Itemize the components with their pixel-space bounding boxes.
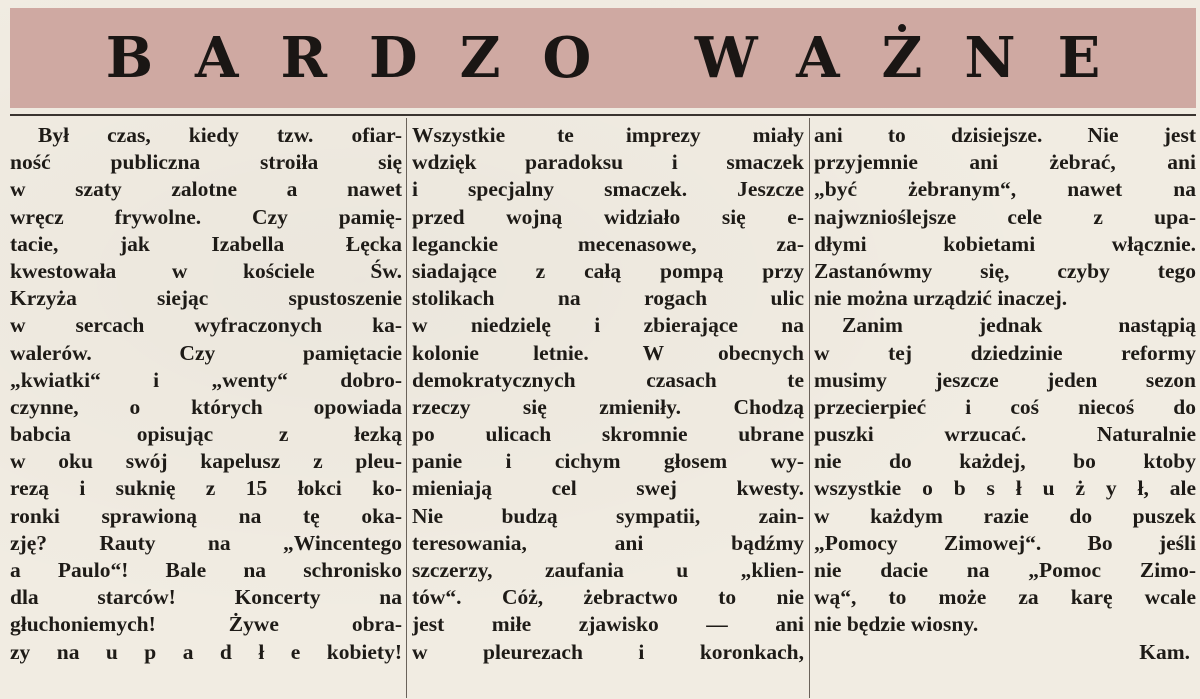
text-line: w niedzielę i zbierające na <box>412 313 804 338</box>
text-line: dłymi kobietami włącznie. <box>814 231 1196 256</box>
text-line: rezą i suknię z 15 łokci ko- <box>10 476 402 501</box>
text-line: Krzyża siejąc spustoszenie <box>10 286 402 311</box>
text-line: zy na u p a d ł e kobiety! <box>10 639 402 664</box>
text-line: głuchoniemych! Żywe obra- <box>10 612 402 637</box>
text-line: stolikach na rogach ulic <box>412 286 804 311</box>
headline: BARDZO WAŻNE <box>105 25 1143 91</box>
text-line: ronki sprawioną na tę oka- <box>10 503 402 528</box>
text-line: a Paulo“! Bale na schronisko <box>10 558 402 582</box>
text-line: w sercach wyfraczonych ka- <box>10 313 402 338</box>
text-line: zję? Rauty na „Wincentego <box>10 530 402 555</box>
text-line: jest miłe zjawisko — ani <box>412 612 804 637</box>
text-line: mieniają cel swej kwesty. <box>412 476 804 501</box>
author-signature: Kam. <box>1139 639 1190 664</box>
text-line: tacie, jak Izabella Łęcka <box>10 231 402 256</box>
text-line: tów“. Cóż, żebractwo to nie <box>412 585 804 610</box>
text-line: przed wojną widziało się e- <box>412 204 804 229</box>
text-line: musimy jeszcze jeden sezon <box>814 367 1196 392</box>
text-line: kolonie letnie. W obecnych <box>412 340 804 365</box>
text-line: puszki wrzucać. Naturalnie <box>814 422 1196 447</box>
text-line: ność publiczna stroiła się <box>10 150 402 175</box>
text-line: w tej dziedzinie reformy <box>814 340 1196 365</box>
text-line: w szaty zalotne a nawet <box>10 177 402 202</box>
text-line: i specjalny smaczek. Jeszcze <box>412 177 804 202</box>
text-line: nie dacie na „Pomoc Zimo- <box>814 558 1196 582</box>
text-line: wą“, to może za karę wcale <box>814 585 1196 610</box>
text-line: po ulicach skromnie ubrane <box>412 422 804 447</box>
text-line: Zastanówmy się, czyby tego <box>814 258 1196 283</box>
text-line: rzeczy się zmieniły. Chodzą <box>412 394 804 419</box>
column-divider <box>809 118 810 698</box>
text-line: w pleurezach i koronkach, <box>412 639 804 664</box>
text-line: najwznioślejsze cele z upa- <box>814 204 1196 229</box>
text-line: w oku swój kapelusz z pleu- <box>10 449 402 474</box>
text-line: Był czas, kiedy tzw. ofiar- <box>38 123 402 147</box>
text-line: przecierpieć i coś niecoś do <box>814 394 1196 419</box>
text-line: Wszystkie te imprezy miały <box>412 123 804 147</box>
text-line: demokratycznych czasach te <box>412 367 804 392</box>
text-line: babcia opisując z łezką <box>10 422 402 447</box>
article-column-1 <box>10 122 402 697</box>
article-column-3 <box>814 122 1196 697</box>
text-line: „kwiatki“ i „wenty“ dobro- <box>10 367 402 392</box>
header-rule <box>10 114 1196 116</box>
text-line: nie do każdej, bo ktoby <box>814 449 1196 474</box>
text-line: siadające z całą pompą przy <box>412 258 804 283</box>
text-line: dla starców! Koncerty na <box>10 585 402 610</box>
text-line: przyjemnie ani żebrać, ani <box>814 150 1196 175</box>
text-line: Zanim jednak nastąpią <box>842 313 1196 338</box>
text-line: „Pomocy Zimowej“. Bo jeśli <box>814 530 1196 555</box>
text-line: wręcz frywolne. Czy pamię- <box>10 204 402 229</box>
text-line: w każdym razie do puszek <box>814 503 1196 528</box>
text-line: szczerzy, zaufania u „klien- <box>412 558 804 582</box>
text-line: ani to dzisiejsze. Nie jest <box>814 123 1196 147</box>
text-line: czynne, o których opowiada <box>10 394 402 419</box>
text-line: panie i cichym głosem wy- <box>412 449 804 474</box>
text-line: „być żebranym“, nawet na <box>814 177 1196 202</box>
text-line: Nie budzą sympatii, zain- <box>412 503 804 528</box>
text-line: teresowania, ani bądźmy <box>412 530 804 555</box>
text-line: kwestowała w kościele Św. <box>10 258 402 283</box>
text-line: walerów. Czy pamiętacie <box>10 340 402 365</box>
headline-banner <box>10 8 1196 108</box>
text-line: wdzięk paradoksu i smaczek <box>412 150 804 175</box>
text-line: nie można urządzić inaczej. <box>814 286 1068 311</box>
article-column-2 <box>412 122 804 697</box>
text-line: leganckie mecenasowe, za- <box>412 231 804 256</box>
column-divider <box>406 118 407 698</box>
text-line: nie będzie wiosny. <box>814 612 979 637</box>
text-line: wszystkie o b s ł u ż y ł, ale <box>814 476 1196 501</box>
